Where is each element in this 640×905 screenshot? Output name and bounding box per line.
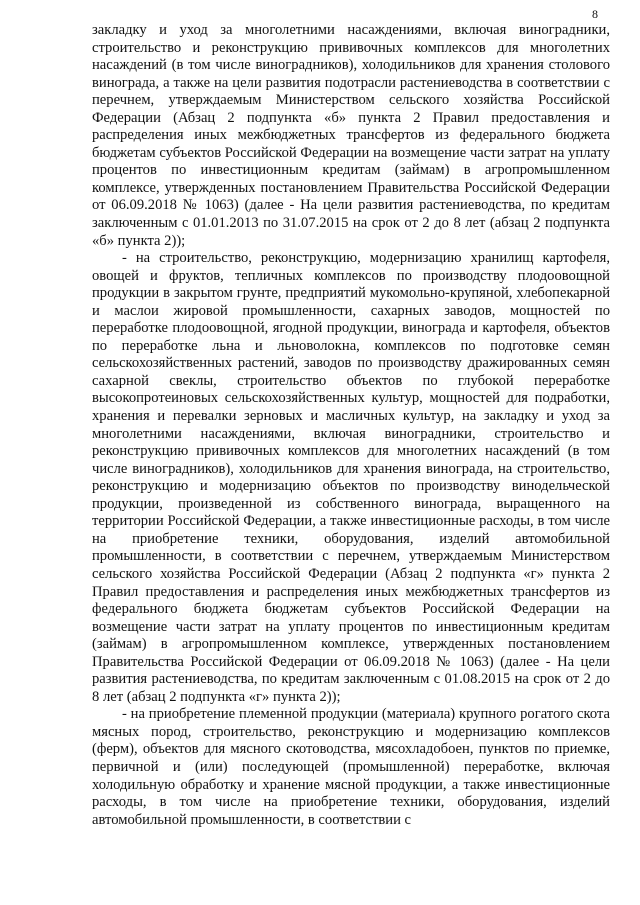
document-body — [92, 22, 610, 829]
page-number: 8 — [592, 7, 598, 21]
paragraph-1: закладку и уход за многолетними насаждениями, включая виноградники, строительство и реконструкцию прививочных комплексов для многолетних насаждений (в том числе виноградников), холодильников для хранения столового винограда, а также на цели развития подотрасли растениеводства в соответствии с перечнем, утверждаемым Министерством сельского хозяйства Российской Федерации (Абзац 2 подпункта «б» пункта 2 Правил предоставления и распределения иных межбюджетных трансфертов из федерального бюджета бюджетам субъектов Российской Федерации на возмещение части затрат на уплату процентов по инвестиционным кредитам (займам) в агропромышленном комплексе, утвержденных постановлением Правительства Российской Федерации от 06.09.2018 № 1063) (далее - На цели развития растениеводства, по кредитам заключенным с 01.01.2013 по 31.07.2015 на срок от 2 до 8 лет (абзац 2 подпункта «б» пункта 2)); — [92, 22, 610, 249]
paragraph-2: - на строительство, реконструкцию, модернизацию хранилищ картофеля, овощей и фруктов, тепличных комплексов по производству плодоовощной продукции в закрытом грунте, предприятий мукомольно-крупяной, хлебопекарной и маслои жировой промышленности, сахарных заводов, мощностей по переработке плодоовощной, ягодной продукции, винограда и картофеля, объектов по переработке льна и льноволокна, комплексов по подготовке семян сельскохозяйственных растений, заводов по производству дражированных семян сахарной свеклы, строительство объектов по глубокой переработке высокопротеиновых сельскохозяйственных культур, мощностей для подработки, хранения и перевалки зерновых и масличных культур, на закладку и уход за многолетними насаждениями, включая виноградники, строительство и реконструкцию прививочных комплексов для многолетних насаждений (в том числе виноградников), холодильников для хранения винограда, на строительство, реконструкцию и модернизацию объектов по производству винодельческой продукции, произведенной из собственного винограда, выращенного на территории Российской Федерации, а также инвестиционные расходы, в том числе на приобретение техники, оборудования, изделий автомобильной промышленности, в соответствии с перечнем, утверждаемым Министерством сельского хозяйства Российской Федерации (Абзац 2 подпункта «г» пункта 2 Правил предоставления и распределения иных межбюджетных трансфертов из федерального бюджета бюджетам субъектов Российской Федерации на возмещение части затрат на уплату процентов по инвестиционным кредитам (займам) в агропромышленном комплексе, утвержденных постановлением Правительства Российской Федерации от 06.09.2018 № 1063) (далее - На цели развития растениеводства, по кредитам заключенным с 01.08.2015 на срок от 2 до 8 лет (абзац 2 подпункта «г» пункта 2)); — [92, 250, 610, 705]
paragraph-3: - на приобретение племенной продукции (материала) крупного рогатого скота мясных пород, строительство, реконструкцию и модернизацию комплексов (ферм), объектов для мясного скотоводства, мясохладобоен, пунктов по приемке, первичной и (или) последующей (промышленной) переработке, включая холодильную обработку и хранение мясной продукции, а также инвестиционные расходы, в том числе на приобретение техники, оборудования, изделий автомобильной промышленности, в соответствии с — [92, 706, 610, 828]
